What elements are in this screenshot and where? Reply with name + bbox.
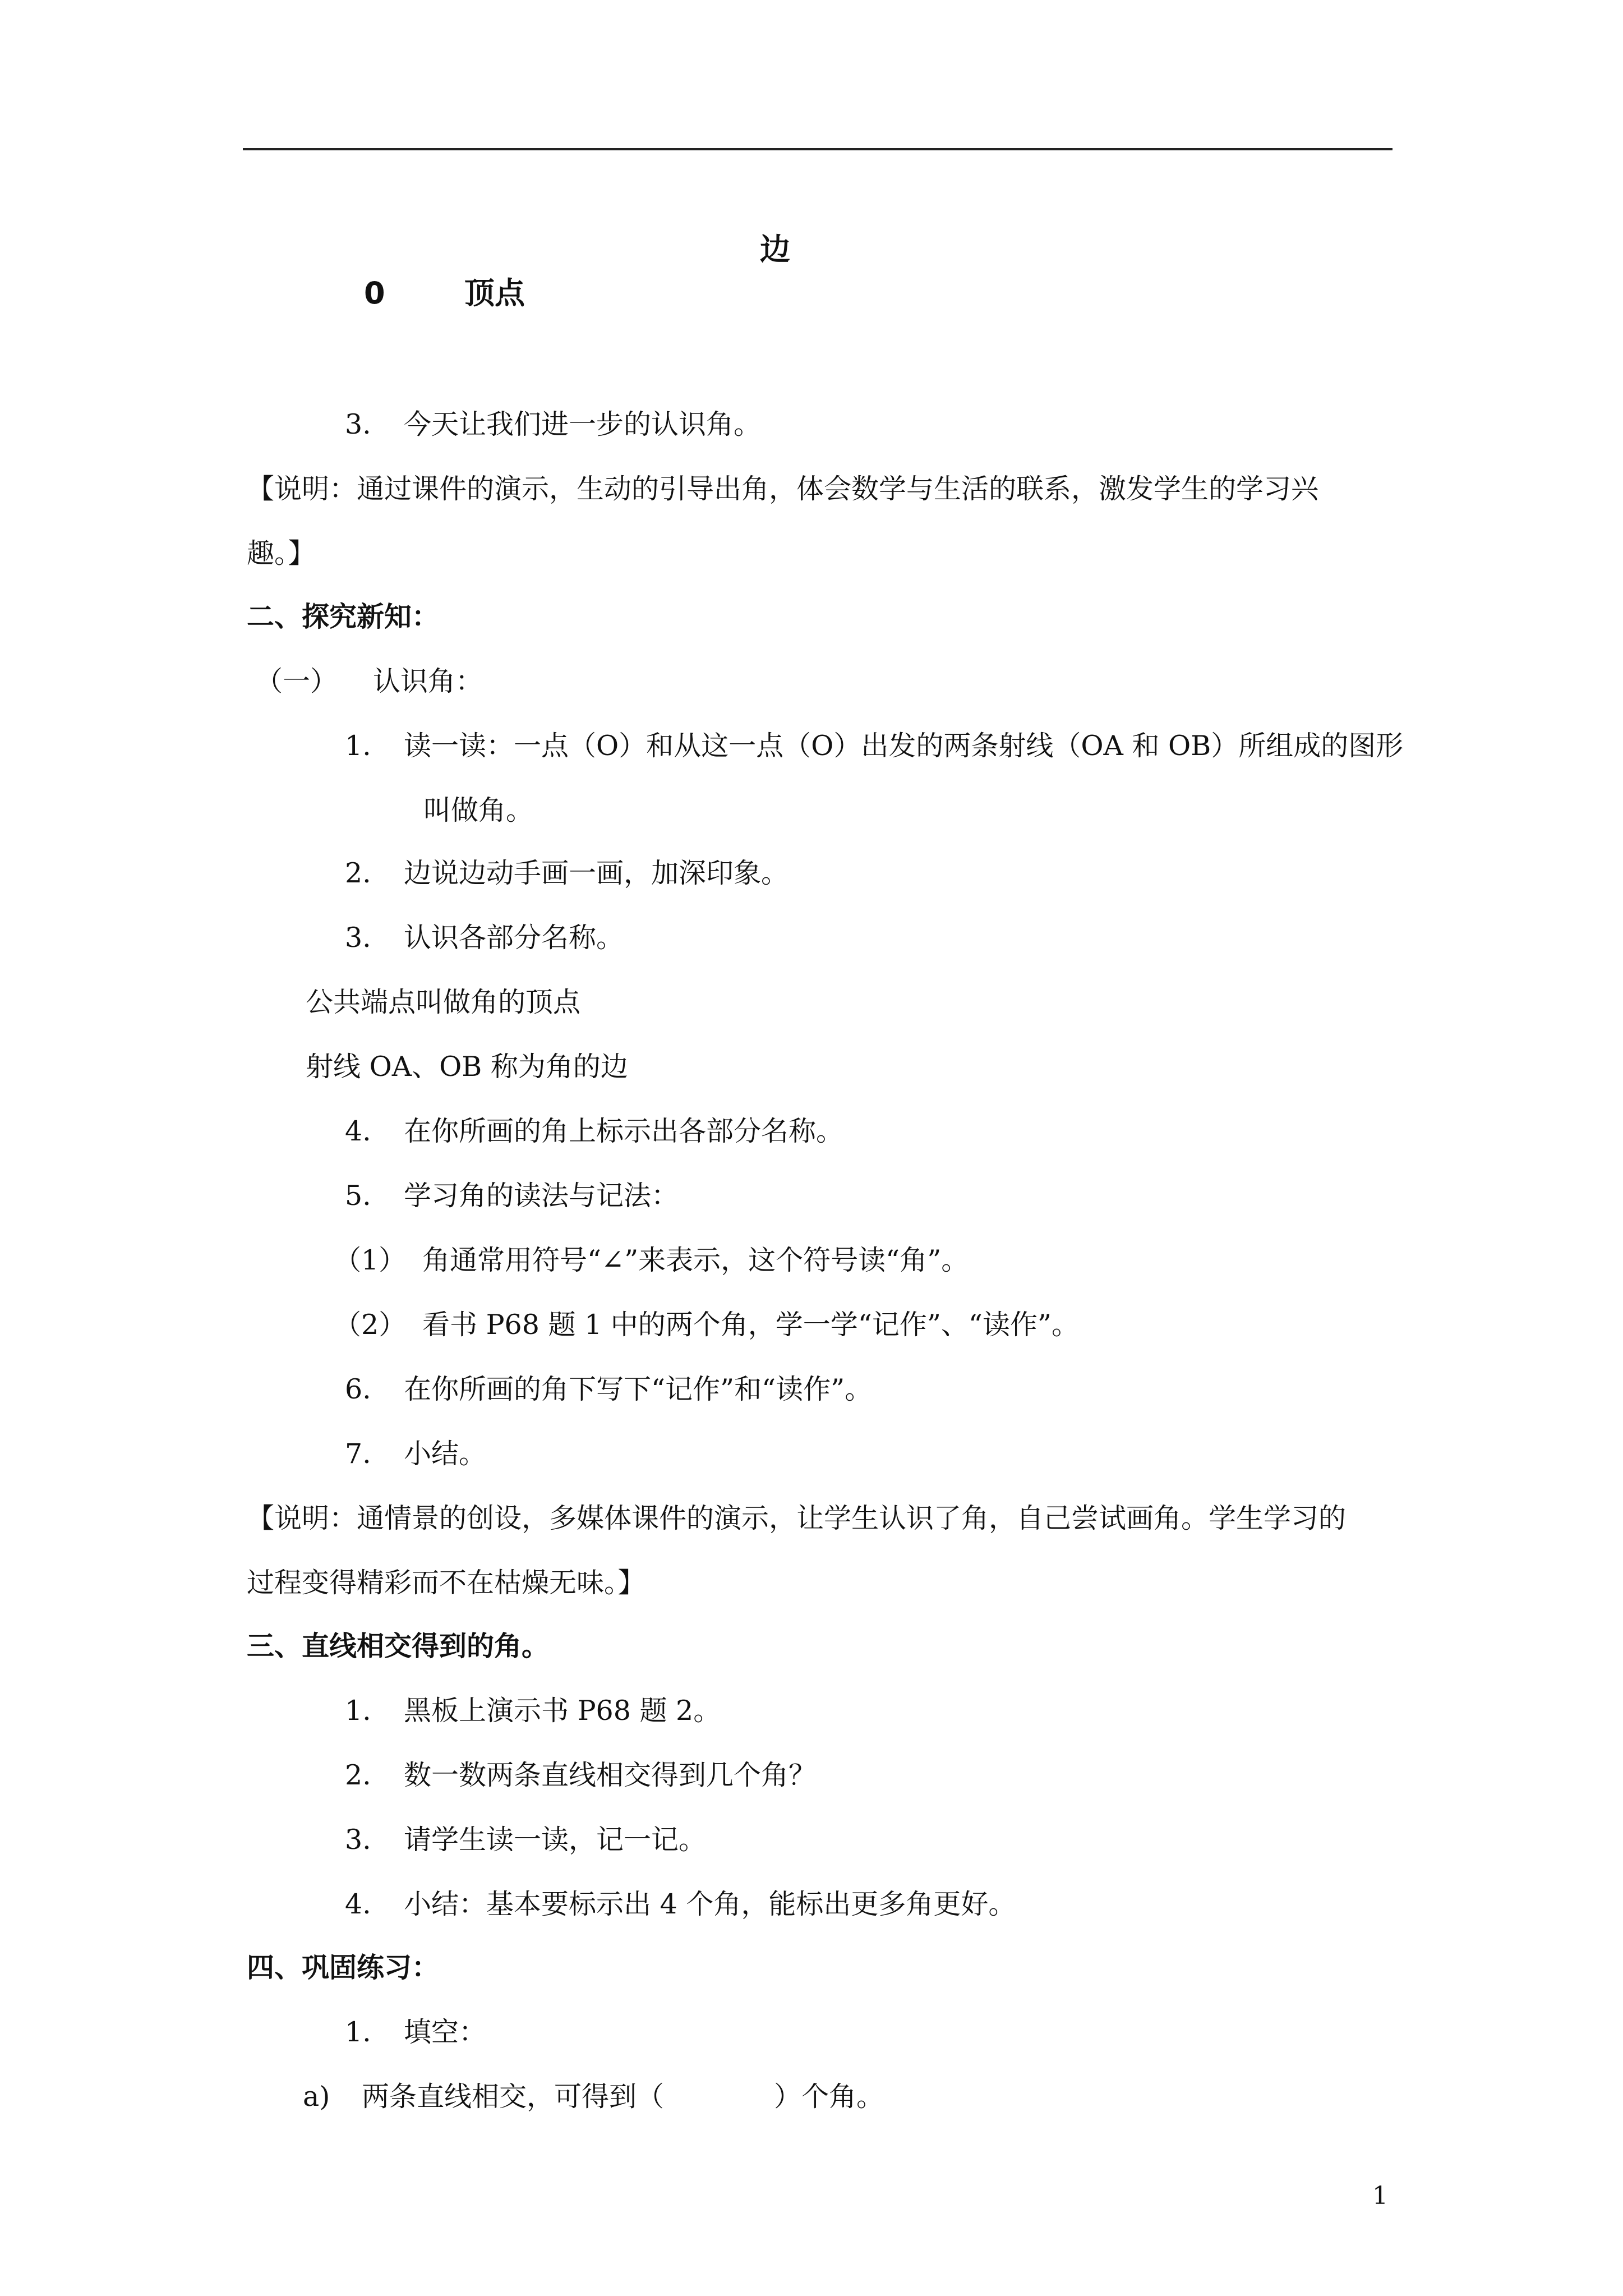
s2-item1-line1: 读一读：一点（O）和从这一点（O）出发的两条射线（OA 和 OB）所组成的图形 <box>404 730 1404 762</box>
s4-sub-a-num: a) <box>303 2081 330 2113</box>
s2-plain2: 射线 OA、OB 称为角的边 <box>306 1051 628 1083</box>
intro-item3-text: 今天让我们进一步的认识角。 <box>404 408 762 440</box>
s2-plain1: 公共端点叫做角的顶点 <box>306 986 581 1018</box>
s3-item1-num: 1. <box>345 1695 371 1727</box>
s2-sub2-num: （2） <box>334 1309 407 1341</box>
s2-sub1-num: （1） <box>334 1244 407 1276</box>
section4-heading: 四、巩固练习： <box>247 1952 440 1984</box>
section3-heading: 三、直线相交得到的角。 <box>247 1630 550 1662</box>
note2-line2: 过程变得精彩而不在枯燥无味。】 <box>247 1567 645 1599</box>
diagram-vertex-label: 顶点 <box>464 275 525 311</box>
s4-sub-a-text: 两条直线相交，可得到（ ）个角。 <box>362 2081 884 2113</box>
note1-line1: 【说明：通过课件的演示，生动的引导出角，体会数学与生活的联系，激发学生的学习兴 <box>247 473 1319 505</box>
header-rule <box>243 148 1393 150</box>
s2-item6-text: 在你所画的角下写下“记作”和“读作”。 <box>404 1373 873 1405</box>
s2-item6-num: 6. <box>345 1373 371 1405</box>
intro-item3-num: 3. <box>345 408 371 440</box>
s3-item2-num: 2. <box>345 1759 371 1791</box>
section2-heading: 二、探究新知： <box>247 601 440 633</box>
s3-item3-text: 请学生读一读，记一记。 <box>404 1824 707 1856</box>
s2-item4-num: 4. <box>345 1115 371 1147</box>
s2-sub1-text: 角通常用符号“∠”来表示，这个符号读“角”。 <box>422 1244 969 1276</box>
s3-item3-num: 3. <box>345 1824 371 1856</box>
s3-item1-text: 黑板上演示书 P68 题 2。 <box>404 1695 721 1727</box>
note1-line2: 趣。】 <box>247 537 316 569</box>
s2-item3-text: 认识各部分名称。 <box>404 922 624 954</box>
s3-item2-text: 数一数两条直线相交得到几个角？ <box>404 1759 817 1791</box>
section2-sub-num: （一） <box>255 665 338 697</box>
s3-item4-num: 4. <box>345 1888 371 1920</box>
s2-item1-line2: 叫做角。 <box>423 794 534 826</box>
s2-item2-num: 2. <box>345 857 371 889</box>
s2-item4-text: 在你所画的角上标示出各部分名称。 <box>404 1115 844 1147</box>
s2-sub2-text: 看书 P68 题 1 中的两个角，学一学“记作”、“读作”。 <box>422 1309 1079 1341</box>
s3-item4-text: 小结：基本要标示出 4 个角，能标出更多角更好。 <box>404 1888 1016 1920</box>
section2-sub-title: 认识角： <box>373 665 483 697</box>
s2-item3-num: 3. <box>345 922 371 954</box>
page-number: 1 <box>1372 2182 1388 2210</box>
s2-item7-num: 7. <box>345 1438 371 1470</box>
s4-item1-text: 填空： <box>404 2016 487 2048</box>
note2-line1: 【说明：通情景的创设，多媒体课件的演示，让学生认识了角，自己尝试画角。学生学习的 <box>247 1502 1347 1534</box>
diagram-edge-label: 边 <box>760 232 790 267</box>
s4-item1-num: 1. <box>345 2016 371 2048</box>
s2-item2-text: 边说边动手画一画，加深印象。 <box>404 857 789 889</box>
s2-item5-num: 5. <box>345 1180 371 1212</box>
s2-item7-text: 小结。 <box>404 1438 487 1470</box>
s2-item5-text: 学习角的读法与记法： <box>404 1180 679 1212</box>
diagram-point-label: 0 <box>364 275 385 311</box>
s2-item1-num: 1. <box>345 730 371 762</box>
